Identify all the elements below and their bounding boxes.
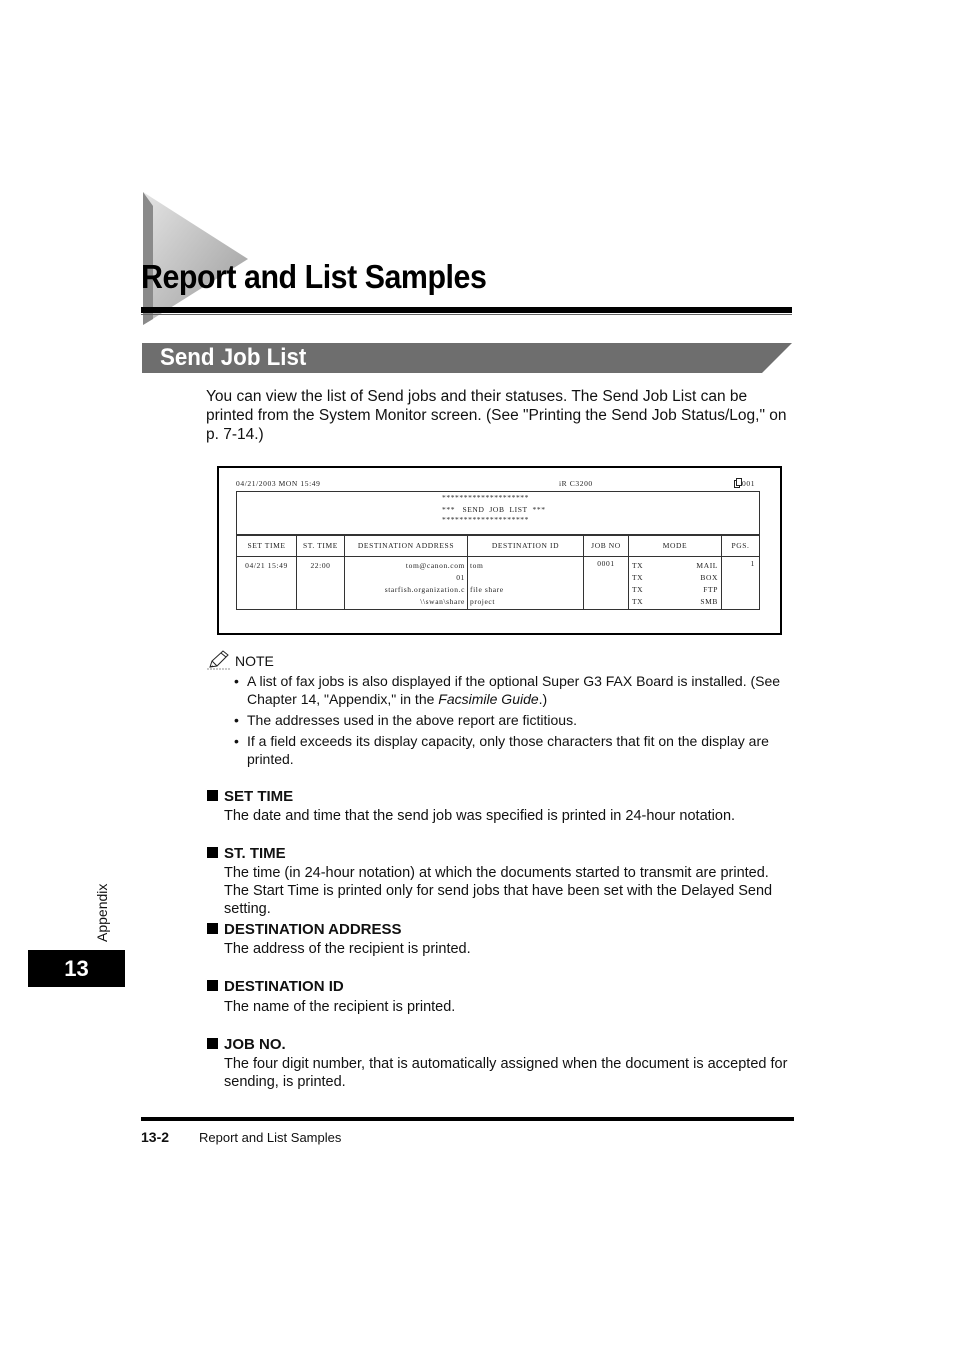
chapter-number-tab: 13 — [28, 950, 125, 987]
col-job-no: JOB NO — [584, 535, 629, 557]
title-rule — [141, 307, 792, 313]
dest-id-line: project — [470, 597, 496, 606]
cell-mode — [632, 557, 718, 608]
definition-text-destination-address: The address of the recipient is printed. — [224, 941, 471, 957]
address-line: 01 — [456, 573, 465, 582]
footer-rule — [141, 1117, 794, 1121]
cell-destination-address — [345, 557, 465, 608]
note-item: • A list of fax jobs is also displayed if the optional Super G3 FAX Board is installed. (See Chapter 14, "Appendix," in the Facsimile Guide.) — [234, 673, 781, 707]
cell-pgs: 1 — [750, 559, 755, 568]
col-destination-id: DESTINATION ID — [468, 535, 584, 557]
definition-heading-job-no: JOB NO. — [207, 1036, 286, 1053]
pencil-icon — [207, 650, 231, 670]
dest-id-line: file share — [470, 585, 504, 594]
cell-job-no: 0001 — [597, 559, 615, 568]
definition-text-job-no: The four digit number, that is automatically assigned when the document is accepted for sending, is printed. — [224, 1056, 788, 1090]
address-line: \\swan\share — [420, 597, 465, 606]
page-icon — [734, 478, 742, 488]
report-stars-top: ******************** — [442, 493, 529, 502]
dest-id-line — [470, 572, 583, 584]
col-destination-address: DESTINATION ADDRESS — [345, 535, 468, 557]
square-bullet-icon — [207, 980, 218, 991]
definition-heading-destination-id: DESTINATION ID — [207, 978, 344, 995]
definition-heading-st-time: ST. TIME — [207, 845, 286, 862]
note-item: • If a field exceeds its display capacity, only those characters that fit on the display are printed. — [234, 733, 769, 767]
square-bullet-icon — [207, 1038, 218, 1049]
col-set-time: SET TIME — [237, 535, 297, 557]
col-mode: MODE — [629, 535, 722, 557]
footer-title: Report and List Samples — [199, 1130, 342, 1145]
col-pgs: PGS. — [722, 535, 760, 557]
report-data-row — [237, 557, 760, 610]
square-bullet-icon — [207, 847, 218, 858]
intro-paragraph: You can view the list of Send jobs and their statuses. The Send Job List can be printed from the System Monitor screen. (See "Printing the Send Job Status/Log," on p. 7-14.) — [206, 388, 787, 443]
mode-line: TX BOX — [632, 573, 718, 582]
title-rule-thin — [141, 314, 792, 315]
report-model: iR C3200 — [559, 479, 593, 488]
chapter-title: Report and List Samples — [141, 258, 487, 295]
report-header-row — [237, 535, 760, 557]
cell-set-time: 04/21 15:49 — [245, 561, 288, 570]
report-stars-bottom: ******************** — [442, 515, 529, 524]
square-bullet-icon — [207, 790, 218, 801]
report-page — [734, 478, 755, 488]
note-label: NOTE — [235, 653, 274, 669]
definition-heading-set-time: SET TIME — [207, 788, 293, 805]
address-line: starfish.organization.c — [384, 585, 465, 594]
cell-st-time: 22:00 — [310, 561, 331, 570]
section-title: Send Job List — [160, 344, 307, 371]
note-list — [234, 672, 789, 771]
definition-heading-destination-address: DESTINATION ADDRESS — [207, 921, 402, 938]
report-page-number: 001 — [742, 479, 756, 488]
report-datetime: 04/21/2003 MON 15:49 — [236, 479, 321, 488]
dest-id-line: tom — [470, 561, 484, 570]
definition-text-destination-id: The name of the recipient is printed. — [224, 999, 456, 1015]
mode-line: TX SMB — [632, 597, 718, 606]
definition-text-set-time: The date and time that the send job was specified is printed in 24-hour notation. — [224, 808, 736, 824]
note-item: • The addresses used in the above report are fictitious. — [234, 712, 577, 728]
sidebar-chapter-label: Appendix — [94, 883, 110, 942]
definition-text-st-time: The time (in 24-hour notation) at which the documents started to transmit are printed. The Start Time is printed only for send jobs that have been set with the Delayed Send setting. — [224, 865, 773, 917]
report-title: *** SEND JOB LIST *** — [442, 505, 546, 514]
footer-page-number: 13-2 — [141, 1129, 170, 1145]
mode-line: TX MAIL — [632, 561, 718, 570]
square-bullet-icon — [207, 923, 218, 934]
mode-line: TX FTP — [632, 585, 718, 594]
col-st-time: ST. TIME — [297, 535, 345, 557]
report-table — [236, 534, 760, 610]
cell-destination-id — [470, 557, 583, 608]
address-line: tom@canon.com — [405, 561, 465, 570]
